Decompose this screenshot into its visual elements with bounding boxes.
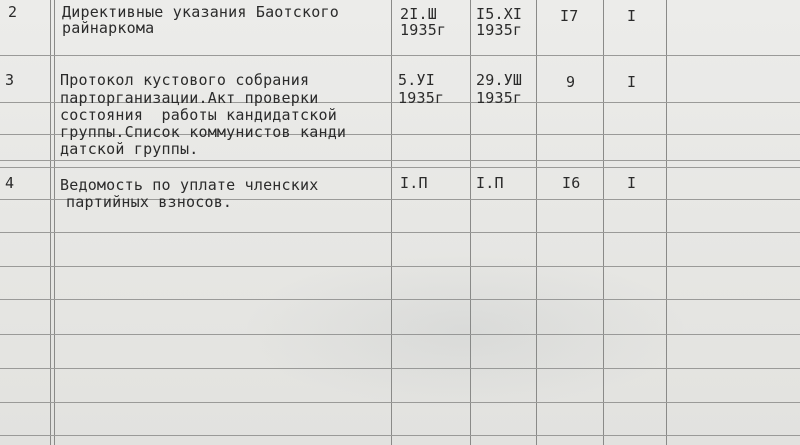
end-date-line: I5.XI: [476, 5, 523, 23]
start-date: I.П: [400, 174, 428, 192]
start-date-line: 2I.Ш: [400, 5, 437, 23]
copy-count: I: [627, 174, 637, 192]
row-number: 3: [5, 71, 15, 89]
document-title-line: райнаркома: [62, 19, 155, 37]
document-title-line: состояния работы кандидатской: [60, 106, 337, 124]
ruled-line: [0, 232, 800, 233]
copy-count: I: [627, 73, 637, 91]
ruled-line: [0, 55, 800, 56]
ruled-line: [0, 435, 800, 436]
row-number: 4: [5, 174, 15, 192]
end-date-line: 1935г: [476, 21, 523, 39]
ruled-line: [0, 160, 800, 161]
start-date-line: 1935г: [398, 89, 445, 107]
copy-count: I: [627, 7, 637, 25]
document-title-line: Ведомость по уплате членских: [60, 176, 319, 194]
sheet-count: I6: [562, 174, 581, 192]
column-rule: [50, 0, 51, 445]
column-rule: [54, 0, 55, 445]
sheet-count: 9: [566, 73, 576, 91]
end-date-line: 1935г: [476, 89, 523, 107]
document-title-line: группы.Список коммунистов канди: [60, 123, 347, 141]
document-title-line: партийных взносов.: [66, 193, 233, 211]
start-date-line: 1935г: [400, 21, 447, 39]
document-title-line: Директивные указания Баотского: [62, 3, 339, 21]
end-date: I.П: [476, 174, 504, 192]
bleed-through-shadow: [240, 250, 690, 410]
document-title-line: Протокол кустового собрания: [60, 71, 310, 89]
start-date-line: 5.УI: [398, 71, 435, 89]
document-title-line: парторганизации.Акт проверки: [60, 89, 319, 107]
document-title-line: датской группы.: [60, 140, 199, 158]
row-number: 2: [8, 3, 18, 21]
end-date-line: 29.УШ: [476, 71, 523, 89]
ruled-line: [0, 167, 800, 168]
sheet-count: I7: [560, 7, 579, 25]
